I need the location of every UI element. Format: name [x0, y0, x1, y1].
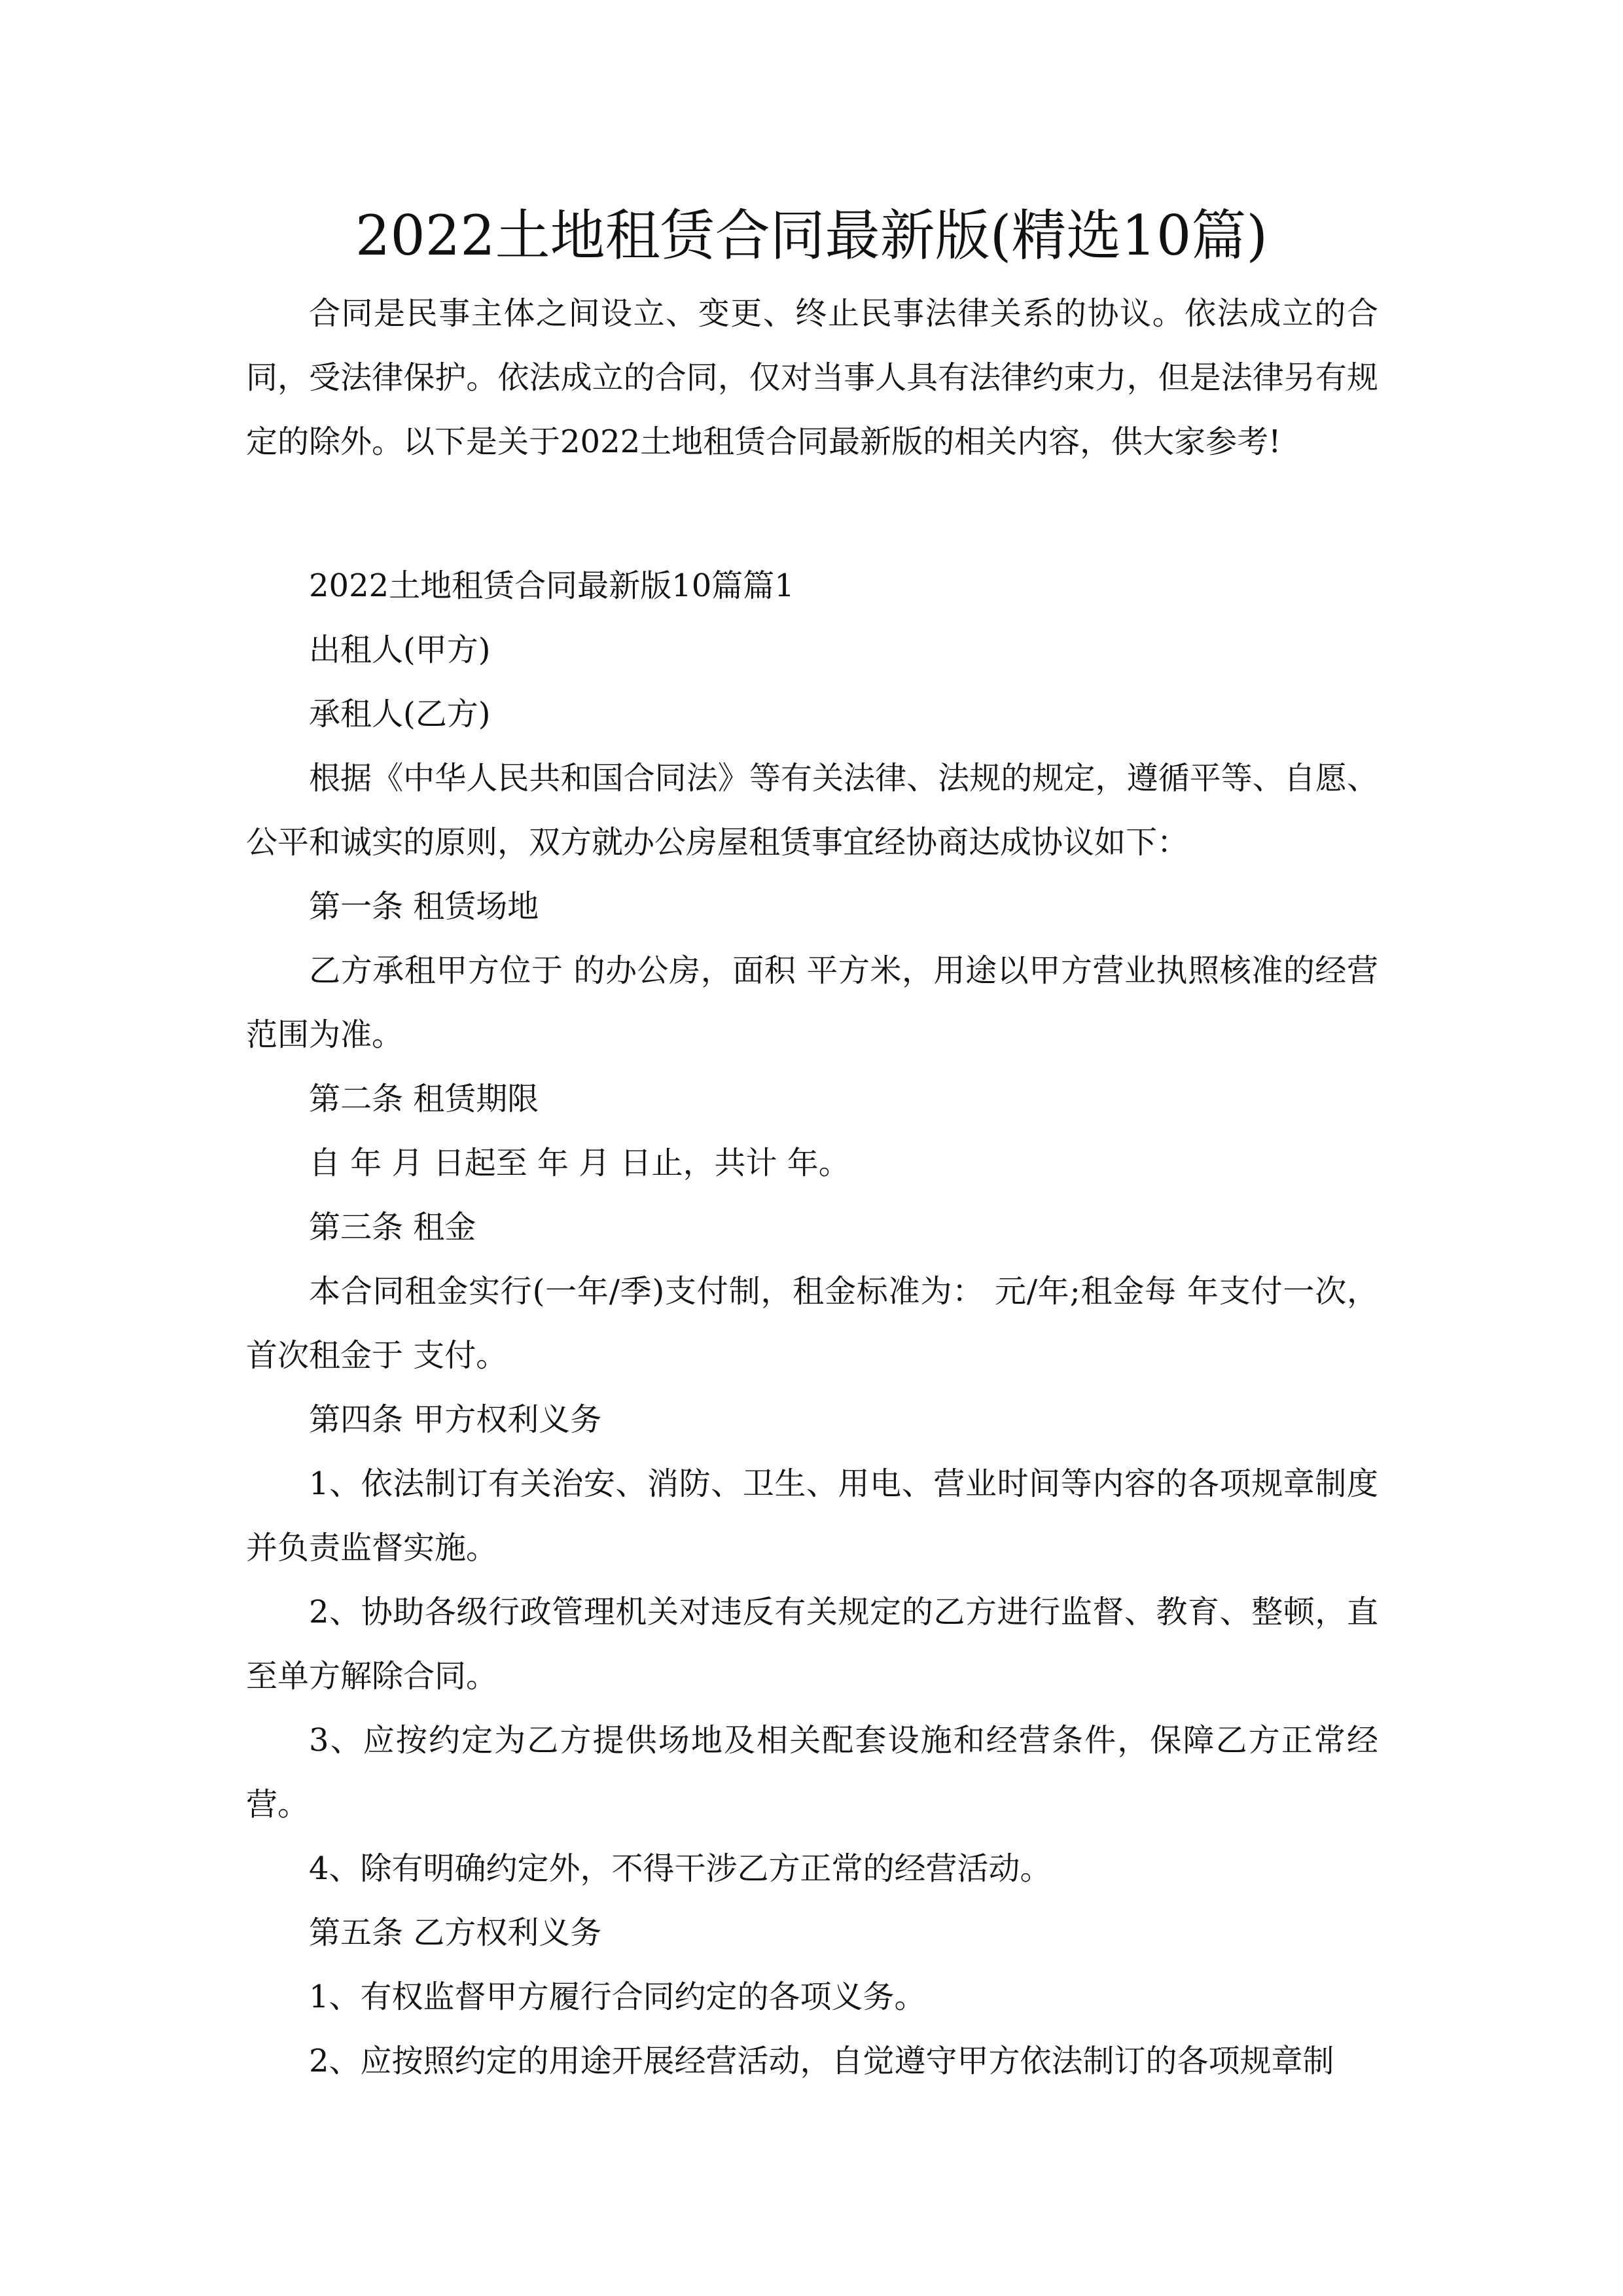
- article-1-heading: 第一条 租赁场地: [309, 888, 539, 925]
- document-body: [246, 281, 1378, 2093]
- article-1-text: 乙方承租甲方位于 的办公房，面积 平方米，用途以甲方营业执照核准的经营范围为准。: [246, 952, 1378, 1053]
- article-4-item: 4、除有明确约定外，不得干涉乙方正常的经营活动。: [309, 1850, 1052, 1887]
- article-3-text: 本合同租金实行(一年/季)支付制，租金标准为： 元/年;租金每 年支付一次，首次租金于 支付。: [246, 1273, 1378, 1374]
- article-4-heading: 第四条 甲方权利义务: [309, 1401, 602, 1438]
- paragraph-gap: [246, 474, 1378, 554]
- article-2-heading: 第二条 租赁期限: [309, 1081, 539, 1117]
- lessee-line: 承租人(乙方): [309, 696, 491, 732]
- preamble-paragraph: 根据《中华人民共和国合同法》等有关法律、法规的规定，遵循平等、自愿、公平和诚实的原则，双方就办公房屋租赁事宜经协商达成协议如下：: [246, 760, 1378, 861]
- article-4-item: 2、协助各级行政管理机关对违反有关规定的乙方进行监督、教育、整顿，直至单方解除合同。: [246, 1594, 1378, 1695]
- article-4-item: 3、应按约定为乙方提供场地及相关配套设施和经营条件，保障乙方正常经营。: [246, 1722, 1378, 1823]
- section-heading: 2022土地租赁合同最新版10篇篇1: [309, 567, 794, 604]
- article-3-heading: 第三条 租金: [309, 1209, 476, 1246]
- lessor-line: 出租人(甲方): [309, 632, 491, 668]
- article-5-item: 2、应按照约定的用途开展经营活动，自觉遵守甲方依法制订的各项规章制: [309, 2043, 1334, 2079]
- article-5-item: 1、有权监督甲方履行合同约定的各项义务。: [309, 1979, 926, 2015]
- article-4-item: 1、依法制订有关治安、消防、卫生、用电、营业时间等内容的各项规章制度并负责监督实施。: [246, 1465, 1378, 1566]
- intro-paragraph: 合同是民事主体之间设立、变更、终止民事法律关系的协议。依法成立的合同，受法律保护。依法成立的合同，仅对当事人具有法律约束力，但是法律另有规定的除外。以下是关于2022土地租赁合同最新版的相关内容，供大家参考!: [246, 295, 1378, 460]
- article-5-heading: 第五条 乙方权利义务: [309, 1914, 602, 1951]
- document-title: 2022土地租赁合同最新版(精选10篇): [355, 204, 1268, 268]
- article-2-text: 自 年 月 日起至 年 月 日止，共计 年。: [309, 1145, 850, 1181]
